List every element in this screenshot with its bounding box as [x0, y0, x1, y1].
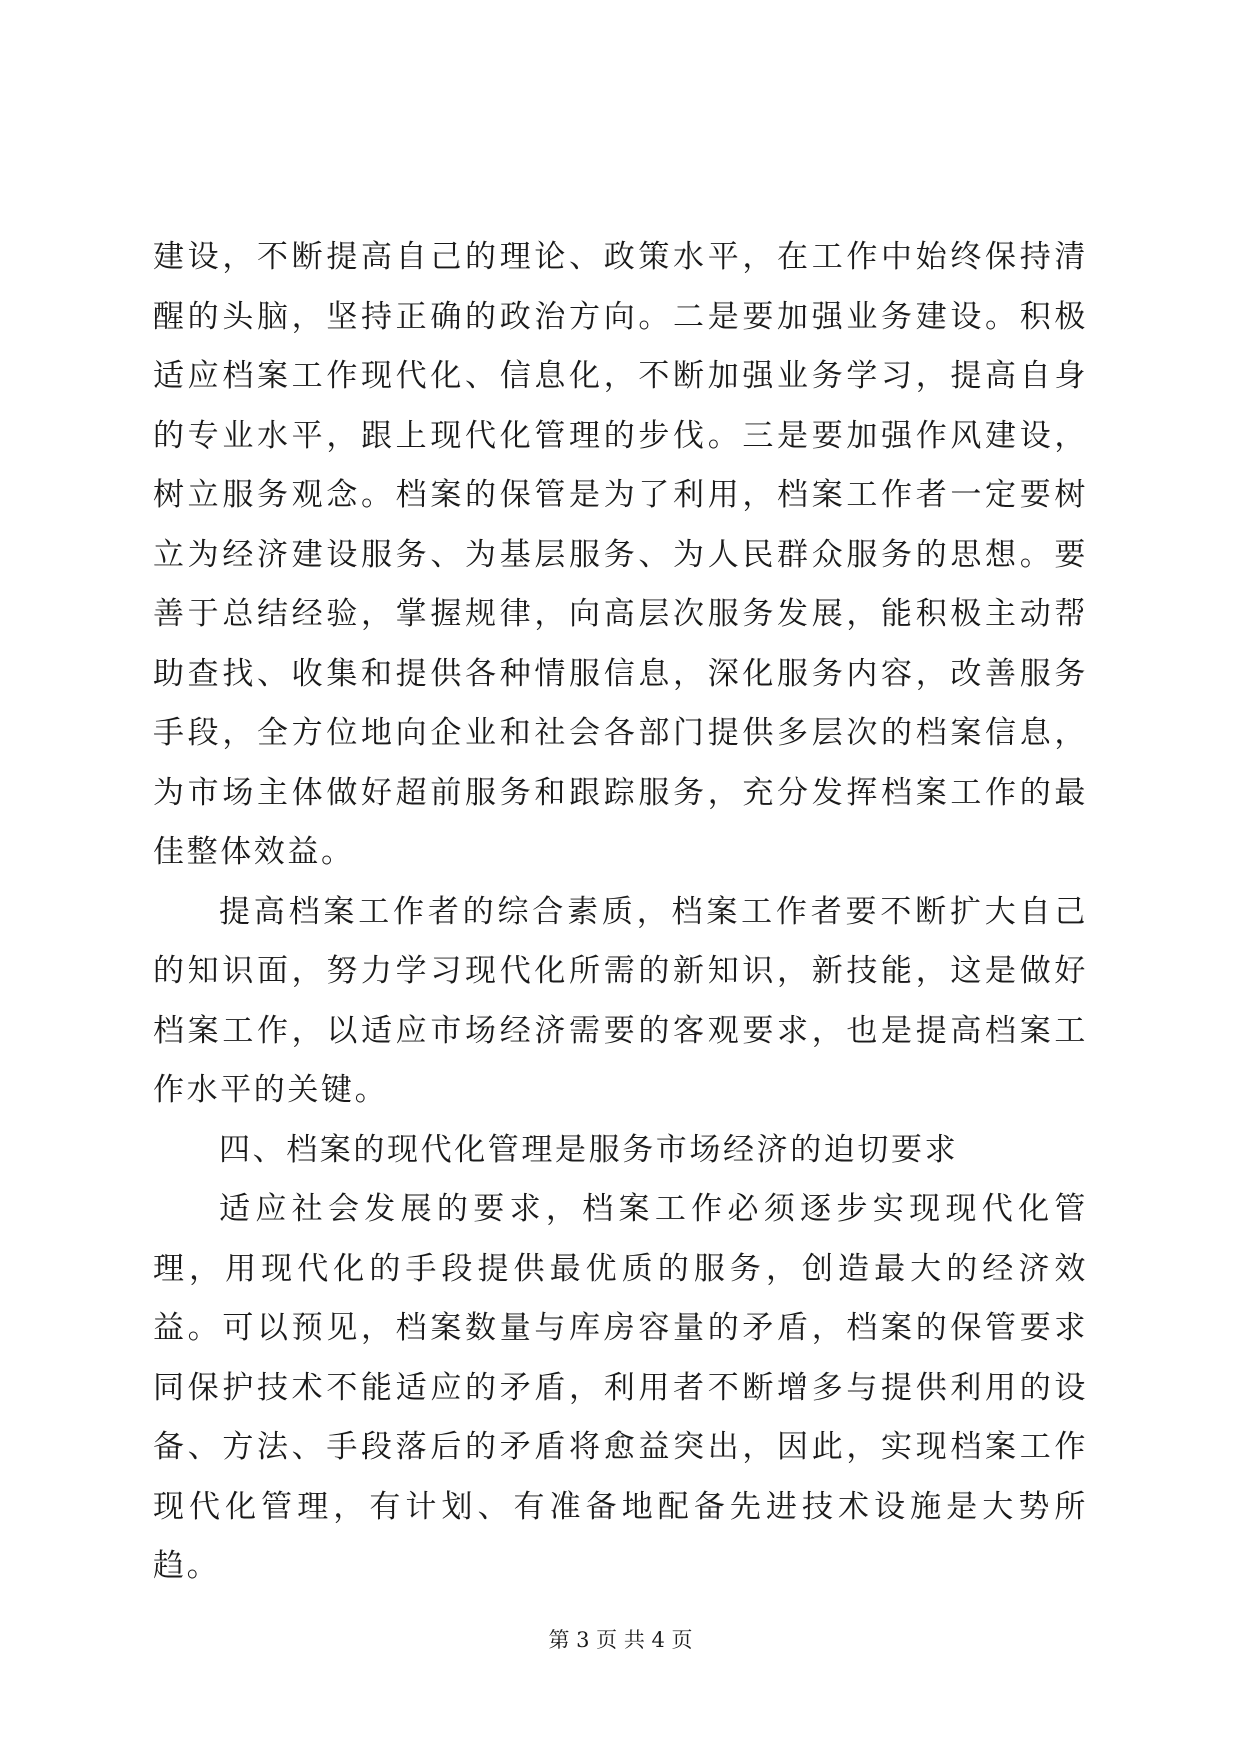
paragraph-quality: 提高档案工作者的综合素质，档案工作者要不断扩大自己的知识面，努力学习现代化所需的新知识，新技能，这是做好档案工作，以适应市场经济需要的客观要求，也是提高档案工作水平的关键。: [153, 893, 1088, 1108]
paragraph-modernization: 适应社会发展的要求，档案工作必须逐步实现现代化管理，用现代化的手段提供最优质的服务，创造最大的经济效益。可以预见，档案数量与库房容量的矛盾，档案的保管要求同保护技术不能适应的矛盾，利用者不断增多与提供利用的设备、方法、手段落后的矛盾将愈益突出，因此，实现档案工作现代化管理，有计划、有准备地配备先进技术设施是大势所趋。: [153, 1191, 1088, 1584]
page-number-footer: 第 3 页 共 4 页: [548, 1628, 693, 1652]
section-heading: 四、档案的现代化管理是服务市场经济的迫切要求: [219, 1131, 959, 1168]
paragraph-continued: 建设，不断提高自己的理论、政策水平，在工作中始终保持清醒的头脑，坚持正确的政治方向。二是要加强业务建设。积极适应档案工作现代化、信息化，不断加强业务学习，提高自身的专业水平，跟上现代化管理的步伐。三是要加强作风建设，树立服务观念。档案的保管是为了利用，档案工作者一定要树立为经济建设服务、为基层服务、为人民群众服务的思想。要善于总结经验，掌握规律，向高层次服务发展，能积极主动帮助查找、收集和提供各种情服信息，深化服务内容，改善服务手段，全方位地向企业和社会各部门提供多层次的档案信息，为市场主体做好超前服务和跟踪服务，充分发挥档案工作的最佳整体效益。: [153, 239, 1088, 870]
document-body: [153, 228, 1088, 1597]
